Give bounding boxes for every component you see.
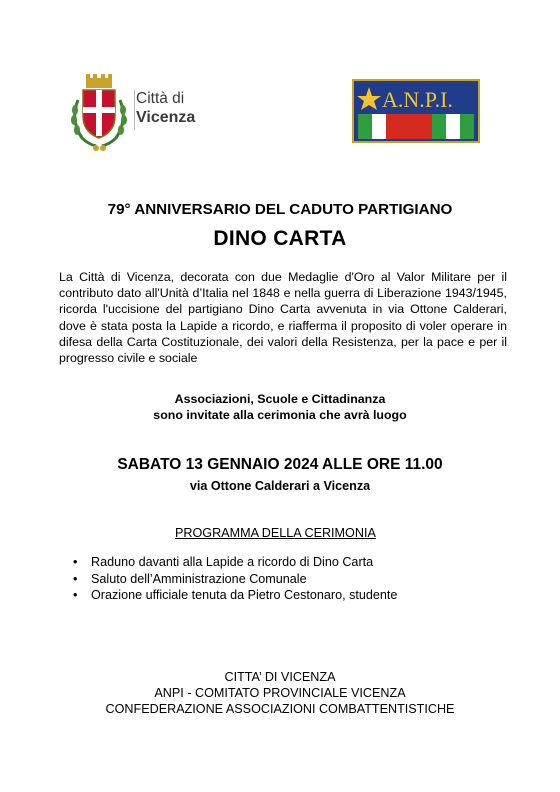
organizers-footer [0,670,560,717]
event-date: SABATO 13 GENNAIO 2024 ALLE ORE 11.00 [117,456,443,473]
footer-line1: CITTA’ DI VICENZA [224,670,336,684]
italian-flag-stripes [358,114,474,139]
invitation-line2: sono invitate alla cerimonia che avrà luogo [153,408,407,422]
program-title: PROGRAMMA DELLA CERIMONIA [175,526,376,540]
event-place: via Ottone Calderari a Vicenza [189,479,371,493]
vicenza-crest-icon [66,72,132,152]
invitation-line1: Associazioni, Scuole e Cittadinanza [174,392,386,406]
logo-divider [134,90,135,130]
anpi-logo-text: A.N.P.I. [382,87,453,112]
anpi-logo [352,79,480,143]
city-logo-text [136,89,195,127]
program-item: • Raduno davanti alla Lapide a ricordo di Dino Carta [60,554,397,571]
footer-line3: CONFEDERAZIONE ASSOCIAZIONI COMBATTENTISTICHE [105,701,455,716]
intro-paragraph: La Città di Vicenza, decorata con due Medaglie d'Oro al Valor Militare per il contributo dato all'Unità d’Italia nel 1848 e nella guerra di Liberazione 1943/1945, ricorda l'uccisione del partigiano Dino Carta avvenuta in via Ottone Calderari, dove è stata posta la Lapide a ricordo, e riafferma il proposito di voler operare in difesa della Carta Costituzionale, dei valori della Resistenza, per la pace e per il progresso civile e sociale [59,270,507,366]
city-of-vicenza-logo [66,72,226,152]
program-item: • Orazione ufficiale tenuta da Pietro Cestonaro, studente [60,587,397,604]
footer-line2: ANPI - COMITATO PROVINCIALE VICENZA [154,685,406,700]
anniversary-title: 79° ANNIVERSARIO DEL CADUTO PARTIGIANO [107,201,453,218]
partisan-name-title: DINO CARTA [213,227,347,250]
invitation-text [0,391,560,423]
program-list [60,554,397,604]
city-logo-line1: Città di [136,90,185,107]
program-item: • Saluto dell’Amministrazione Comunale [60,571,397,588]
city-logo-line2: Vicenza [136,109,196,126]
